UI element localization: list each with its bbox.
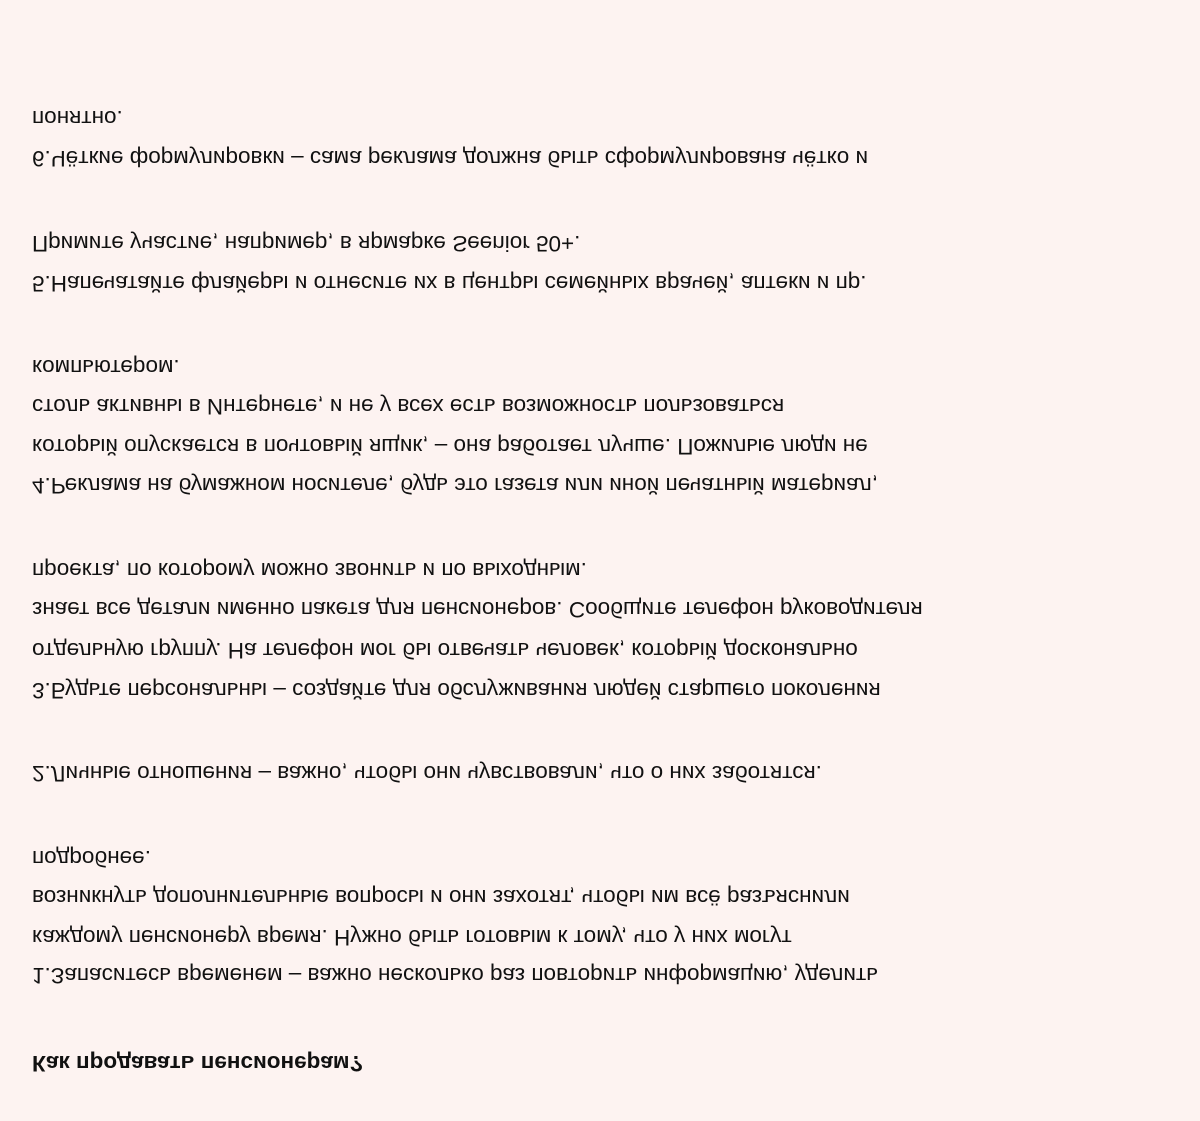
text-line: 4.Реклама на бумажном носителе, будь это газета или иной печатный материал, (32, 473, 878, 498)
text-line: знает все детали именно пакета для пенсионеров. Сообщите телефон руководителя (32, 597, 923, 622)
text-line: который опускается в почтовый ящик, – она работает лучше. Пожилые люди не (32, 434, 868, 459)
text-line: Примите участие, например, в ярмарке Seenior 50+. (32, 231, 581, 256)
text-line: 1.Запаситесь временем – важно несколько раз повторить информацию, уделить (32, 963, 878, 988)
text-line: 2.Личные отношения – важно, чтобы они чувствовали, что о них заботятся. (32, 761, 822, 786)
text-line: 6.Чёткие формулировки – сама реклама должна быть сформулирована чётко и (32, 146, 869, 171)
text-line: проекта, по которому можно звонить и по выходным. (32, 558, 587, 583)
text-line: подробнее. (32, 846, 151, 871)
text-line: столь активны в Интернете, и не у всех есть возможность пользоваться (32, 394, 785, 419)
text-line: компьютером. (32, 355, 180, 380)
text-line: отдельную группу. На телефон мог бы отвечать человек, который досконально (32, 638, 858, 663)
text-line: понятно. (32, 106, 123, 131)
text-line: 5.Напечатайте флайеры и отнесите их в центры семейных врачей, аптеки и пр. (32, 271, 867, 296)
text-line: 3.Будьте персональны – создайте для обслуживания людей старшего поколения (32, 678, 881, 703)
text-line: возникнуть дополнительные вопросы и они захотят, чтобы им всё разъяснили (32, 885, 850, 910)
heading: Как продавать пенсионерам? (32, 1051, 364, 1076)
text-line: каждому пенсионеру время. Нужно быть готовым к тому, что у них могут (32, 925, 792, 950)
